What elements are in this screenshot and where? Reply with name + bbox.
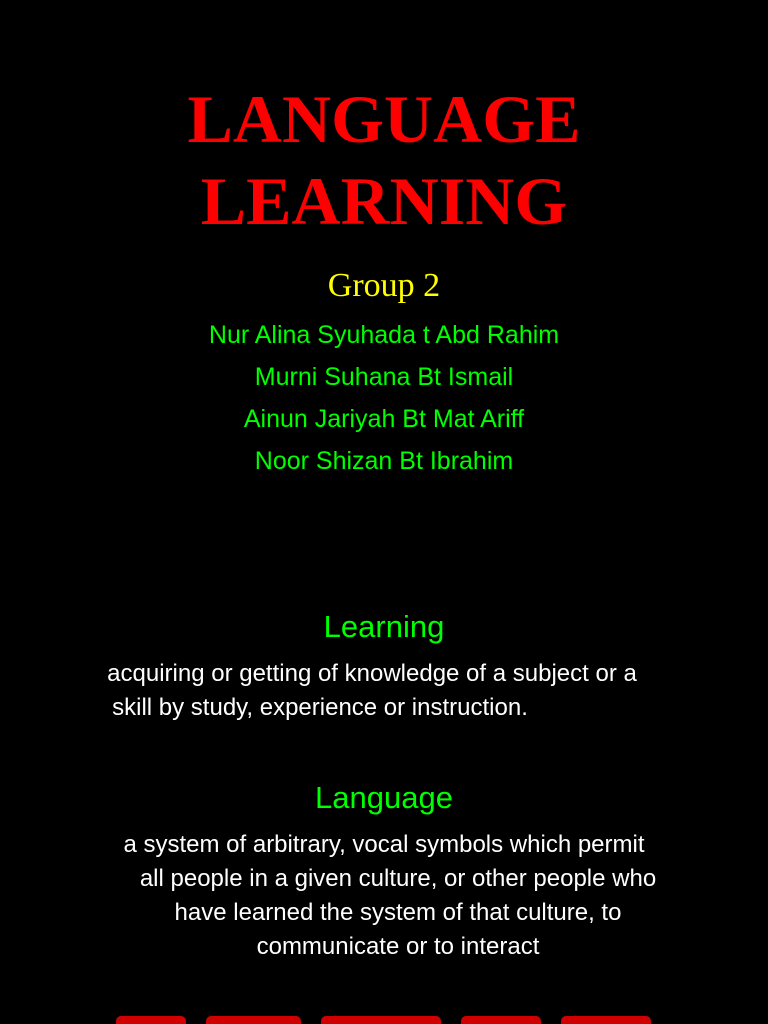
member-name: Noor Shizan Bt Ibrahim	[254, 447, 514, 475]
language-heading: Language	[315, 780, 453, 815]
cutoff-text-fragment	[96, 1008, 672, 1024]
learning-definition	[0, 657, 768, 725]
cutoff-glyphs	[116, 1016, 186, 1024]
definition-line: acquiring or getting of knowledge of a subject or a	[107, 660, 637, 687]
member-name: Nur Alina Syuhada t Abd Rahim	[208, 321, 560, 349]
definition-line: have learned the system of that culture, to	[174, 899, 622, 926]
cutoff-glyphs	[561, 1016, 651, 1024]
definition-line: a system of arbitrary, vocal symbols which permit	[123, 831, 645, 858]
definition-line: all people in a given culture, or other people who	[139, 865, 657, 892]
title-line-2: LEARNING	[200, 163, 568, 239]
slide-title	[0, 78, 768, 242]
group-label: Group 2	[327, 267, 441, 304]
definition-line: communicate or to interact	[256, 933, 540, 960]
member-name: Ainun Jariyah Bt Mat Ariff	[243, 405, 525, 433]
cutoff-glyphs	[206, 1016, 301, 1024]
cutoff-glyphs	[321, 1016, 441, 1024]
member-list	[0, 314, 768, 482]
definition-line: skill by study, experience or instruction.	[112, 694, 528, 721]
language-definition	[0, 828, 768, 964]
member-name: Murni Suhana Bt Ismail	[254, 363, 514, 391]
cutoff-glyphs	[461, 1016, 541, 1024]
title-line-1: LANGUAGE	[187, 81, 581, 157]
learning-heading: Learning	[323, 609, 445, 644]
